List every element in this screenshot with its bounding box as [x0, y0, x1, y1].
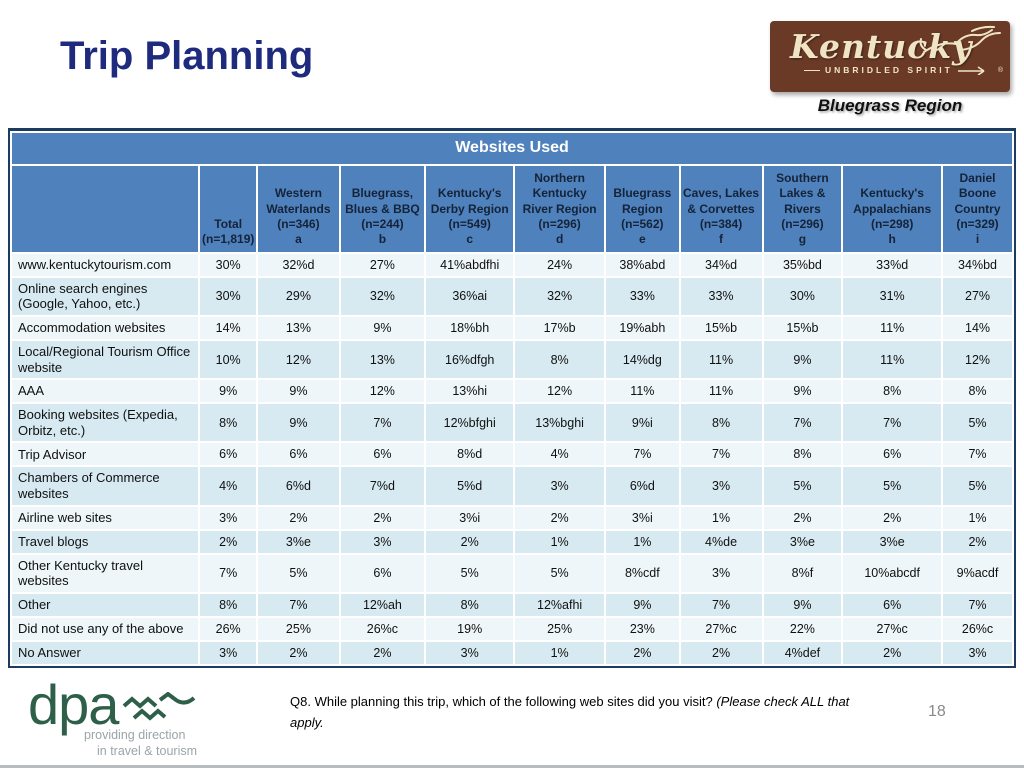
cell-value: 9% — [764, 380, 842, 402]
cell-value: 3% — [426, 642, 513, 664]
table-row — [12, 507, 1012, 529]
dpa-tagline-line2: in travel & tourism — [97, 743, 198, 758]
cell-value: 25% — [258, 618, 338, 640]
dpa-tagline-line1: providing direction — [84, 727, 186, 742]
cell-value: 27% — [341, 254, 425, 276]
cell-value: 8% — [426, 594, 513, 616]
column-header: Caves, Lakes & Corvettes (n=384) f — [681, 166, 762, 252]
cell-value: 4%def — [764, 642, 842, 664]
cell-value: 2% — [764, 507, 842, 529]
table-row — [12, 642, 1012, 664]
cell-value: 12%ah — [341, 594, 425, 616]
cell-value: 1% — [943, 507, 1012, 529]
table-row — [12, 555, 1012, 592]
cell-value: 7%d — [341, 467, 425, 504]
cell-value: 2% — [943, 531, 1012, 553]
cell-value: 3% — [681, 555, 762, 592]
question-text-italic: (Please check ALL that apply. — [290, 694, 850, 730]
cell-value: 1% — [515, 531, 604, 553]
cell-value: 7% — [943, 594, 1012, 616]
table-row — [12, 594, 1012, 616]
horse-icon — [914, 25, 1006, 59]
cell-value: 26%c — [341, 618, 425, 640]
cell-value: 2% — [341, 507, 425, 529]
row-label: Airline web sites — [12, 507, 198, 529]
cell-value: 11% — [606, 380, 678, 402]
cell-value: 27% — [943, 278, 1012, 315]
cell-value: 3%e — [258, 531, 338, 553]
table-row — [12, 404, 1012, 441]
cell-value: 11% — [843, 317, 941, 339]
cell-value: 4% — [515, 443, 604, 465]
page-title: Trip Planning — [60, 34, 314, 78]
region-label: Bluegrass Region — [817, 96, 963, 115]
cell-value: 8%f — [764, 555, 842, 592]
cell-value: 1% — [681, 507, 762, 529]
cell-value: 2% — [681, 642, 762, 664]
table-title: Websites Used — [12, 133, 1012, 164]
cell-value: 16%dfgh — [426, 341, 513, 378]
table-row — [12, 317, 1012, 339]
table-row — [12, 341, 1012, 378]
cell-value: 15%b — [764, 317, 842, 339]
cell-value: 32%d — [258, 254, 338, 276]
cell-value: 7% — [681, 594, 762, 616]
cell-value: 8% — [515, 341, 604, 378]
cell-value: 2% — [341, 642, 425, 664]
cell-value: 2% — [258, 507, 338, 529]
cell-value: 9% — [764, 341, 842, 378]
cell-value: 5% — [258, 555, 338, 592]
swoosh-arrow-icon — [958, 66, 992, 75]
row-label: Accommodation websites — [12, 317, 198, 339]
row-label: Other — [12, 594, 198, 616]
row-label: AAA — [12, 380, 198, 402]
column-header: Bluegrass, Blues & BBQ (n=244) b — [341, 166, 425, 252]
column-header: Total (n=1,819) — [200, 166, 256, 252]
row-label: Booking websites (Expedia, Orbitz, etc.) — [12, 404, 198, 441]
column-header: Southern Lakes & Rivers (n=296) g — [764, 166, 842, 252]
cell-value: 30% — [200, 254, 256, 276]
cell-value: 4% — [200, 467, 256, 504]
cell-value: 32% — [515, 278, 604, 315]
cell-value: 19%abh — [606, 317, 678, 339]
cell-value: 19% — [426, 618, 513, 640]
cell-value: 9% — [764, 594, 842, 616]
cell-value: 8%cdf — [606, 555, 678, 592]
cell-value: 6% — [341, 555, 425, 592]
cell-value: 6%d — [258, 467, 338, 504]
cell-value: 38%abd — [606, 254, 678, 276]
cell-value: 34%d — [681, 254, 762, 276]
row-label: Online search engines (Google, Yahoo, etc.) — [12, 278, 198, 315]
cell-value: 41%abdfhi — [426, 254, 513, 276]
cell-value: 32% — [341, 278, 425, 315]
column-header: Bluegrass Region (n=562) e — [606, 166, 678, 252]
cell-value: 5% — [515, 555, 604, 592]
row-label: Travel blogs — [12, 531, 198, 553]
cell-value: 27%c — [681, 618, 762, 640]
cell-value: 10%abcdf — [843, 555, 941, 592]
dpa-trees-icon — [122, 692, 206, 726]
cell-value: 3% — [943, 642, 1012, 664]
cell-value: 7% — [843, 404, 941, 441]
cell-value: 7% — [606, 443, 678, 465]
column-header: Daniel Boone Country (n=329) i — [943, 166, 1012, 252]
cell-value: 33% — [681, 278, 762, 315]
cell-value: 2% — [843, 507, 941, 529]
cell-value: 6% — [843, 594, 941, 616]
cell-value: 23% — [606, 618, 678, 640]
cell-value: 11% — [681, 341, 762, 378]
cell-value: 5% — [426, 555, 513, 592]
row-label: Trip Advisor — [12, 443, 198, 465]
kentucky-logo-tagline-row — [804, 65, 1010, 75]
websites-used-table — [8, 128, 1016, 668]
cell-value: 25% — [515, 618, 604, 640]
question-text — [290, 692, 875, 734]
cell-value: 13% — [258, 317, 338, 339]
cell-value: 15%b — [681, 317, 762, 339]
cell-value: 30% — [764, 278, 842, 315]
page-number: 18 — [928, 703, 946, 720]
cell-value: 7% — [681, 443, 762, 465]
cell-value: 9% — [258, 404, 338, 441]
table-row — [12, 618, 1012, 640]
table-row — [12, 278, 1012, 315]
cell-value: 6% — [341, 443, 425, 465]
cell-value: 14% — [200, 317, 256, 339]
cell-value: 6% — [200, 443, 256, 465]
cell-value: 27%c — [843, 618, 941, 640]
cell-value: 36%ai — [426, 278, 513, 315]
table-row — [12, 380, 1012, 402]
cell-value: 2% — [426, 531, 513, 553]
cell-value: 8% — [943, 380, 1012, 402]
cell-value: 6% — [258, 443, 338, 465]
cell-value: 3% — [515, 467, 604, 504]
cell-value: 12%afhi — [515, 594, 604, 616]
column-header: Kentucky's Appalachians (n=298) h — [843, 166, 941, 252]
cell-value: 12% — [515, 380, 604, 402]
cell-value: 33%d — [843, 254, 941, 276]
dpa-logo-word: dpa — [28, 673, 119, 736]
cell-value: 11% — [843, 341, 941, 378]
cell-value: 3% — [200, 507, 256, 529]
cell-value: 3%e — [764, 531, 842, 553]
cell-value: 5% — [843, 467, 941, 504]
cell-value: 13% — [341, 341, 425, 378]
cell-value: 7% — [341, 404, 425, 441]
row-label: Chambers of Commerce websites — [12, 467, 198, 504]
table-row — [12, 531, 1012, 553]
cell-value: 12%bfghi — [426, 404, 513, 441]
cell-value: 12% — [341, 380, 425, 402]
cell-value: 8% — [200, 594, 256, 616]
cell-value: 9% — [258, 380, 338, 402]
cell-value: 10% — [200, 341, 256, 378]
column-header: Northern Kentucky River Region (n=296) d — [515, 166, 604, 252]
cell-value: 24% — [515, 254, 604, 276]
cell-value: 3%e — [843, 531, 941, 553]
cell-value: 9%acdf — [943, 555, 1012, 592]
rule-line — [804, 70, 820, 71]
cell-value: 8%d — [426, 443, 513, 465]
cell-value: 31% — [843, 278, 941, 315]
row-label: Local/Regional Tourism Office website — [12, 341, 198, 378]
cell-value: 5% — [764, 467, 842, 504]
cell-value: 5% — [943, 467, 1012, 504]
cell-value: 1% — [606, 531, 678, 553]
cell-value: 30% — [200, 278, 256, 315]
table-row — [12, 467, 1012, 504]
cell-value: 8% — [843, 380, 941, 402]
registered-mark: ® — [997, 66, 1003, 74]
question-text-normal: Q8. While planning this trip, which of the following web sites did you visit? — [290, 694, 717, 709]
dpa-logo — [28, 673, 206, 759]
cell-value: 11% — [681, 380, 762, 402]
dpa-tagline — [84, 728, 206, 759]
cell-value: 3% — [200, 642, 256, 664]
cell-value: 29% — [258, 278, 338, 315]
cell-value: 18%bh — [426, 317, 513, 339]
cell-value: 2% — [515, 507, 604, 529]
cell-value: 1% — [515, 642, 604, 664]
column-header: Kentucky's Derby Region (n=549) c — [426, 166, 513, 252]
cell-value: 17%b — [515, 317, 604, 339]
cell-value: 2% — [200, 531, 256, 553]
cell-value: 2% — [606, 642, 678, 664]
cell-value: 6%d — [606, 467, 678, 504]
kentucky-logo — [770, 21, 1010, 92]
cell-value: 9%i — [606, 404, 678, 441]
cell-value: 7% — [258, 594, 338, 616]
corner-cell — [12, 166, 198, 252]
cell-value: 4%de — [681, 531, 762, 553]
table-row — [12, 254, 1012, 276]
cell-value: 8% — [681, 404, 762, 441]
cell-value: 26%c — [943, 618, 1012, 640]
cell-value: 9% — [606, 594, 678, 616]
table-row — [12, 443, 1012, 465]
cell-value: 8% — [200, 404, 256, 441]
cell-value: 3%i — [606, 507, 678, 529]
row-label: Did not use any of the above — [12, 618, 198, 640]
cell-value: 6% — [843, 443, 941, 465]
cell-value: 13%hi — [426, 380, 513, 402]
cell-value: 35%bd — [764, 254, 842, 276]
cell-value: 3%i — [426, 507, 513, 529]
cell-value: 7% — [943, 443, 1012, 465]
kentucky-logo-word: Kentucky — [790, 27, 973, 66]
cell-value: 5%d — [426, 467, 513, 504]
cell-value: 9% — [341, 317, 425, 339]
cell-value: 14% — [943, 317, 1012, 339]
cell-value: 7% — [200, 555, 256, 592]
row-label: No Answer — [12, 642, 198, 664]
cell-value: 8% — [764, 443, 842, 465]
table-title-row — [12, 133, 1012, 164]
cell-value: 14%dg — [606, 341, 678, 378]
cell-value: 5% — [943, 404, 1012, 441]
kentucky-logo-tagline: UNBRIDLED SPIRIT — [825, 65, 953, 75]
cell-value: 13%bghi — [515, 404, 604, 441]
cell-value: 3% — [341, 531, 425, 553]
column-header: Western Waterlands (n=346) a — [258, 166, 338, 252]
cell-value: 12% — [258, 341, 338, 378]
cell-value: 3% — [681, 467, 762, 504]
cell-value: 12% — [943, 341, 1012, 378]
column-header-row — [12, 166, 1012, 252]
row-label: Other Kentucky travel websites — [12, 555, 198, 592]
cell-value: 22% — [764, 618, 842, 640]
cell-value: 33% — [606, 278, 678, 315]
cell-value: 34%bd — [943, 254, 1012, 276]
cell-value: 2% — [258, 642, 338, 664]
cell-value: 9% — [200, 380, 256, 402]
cell-value: 2% — [843, 642, 941, 664]
cell-value: 26% — [200, 618, 256, 640]
cell-value: 7% — [764, 404, 842, 441]
row-label: www.kentuckytourism.com — [12, 254, 198, 276]
